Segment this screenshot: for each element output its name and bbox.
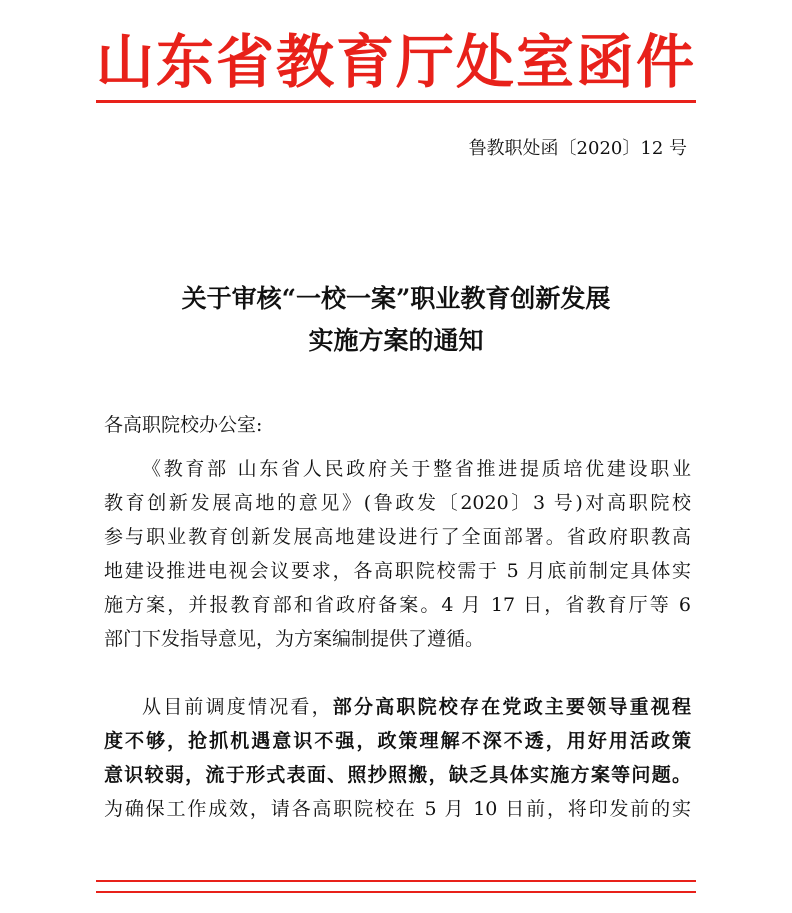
paragraph-1-line: 施方案，并报教育部和省政府备案。4 月 17 日，省教育厅等 6 — [104, 594, 691, 616]
paragraph-2-line — [104, 690, 691, 724]
paragraph-1-line: 《教育部 山东省人民政府关于整省推进提质培优建设职业 — [142, 458, 691, 480]
paragraph-1-line: 参与职业教育创新发展高地建设进行了全面部署。省政府职教高 — [104, 526, 691, 548]
footer-red-rule — [96, 880, 696, 882]
masthead-title: 山东省教育厅处室函件 — [96, 28, 697, 96]
paragraph-2-bold-line: 度不够，抢抓机遇意识不强，政策理解不深不透，用好用活政策 — [104, 730, 691, 752]
paragraph-2-normal-text: 从目前调度情况看， — [142, 696, 333, 718]
paragraph-1-line: 教育创新发展高地的意见》(鲁政发〔2020〕3 号)对高职院校 — [104, 492, 691, 514]
footer-red-rule — [96, 891, 696, 893]
salutation: 各高职院校办公室: — [104, 414, 263, 436]
paragraph-2-line: 为确保工作成效，请各高职院校在 5 月 10 日前，将印发前的实 — [104, 798, 691, 820]
paragraph-1-line: 地建设推进电视会议要求，各高职院校需于 5 月底前制定具体实 — [104, 560, 691, 582]
document-title — [96, 278, 696, 362]
paragraph-2 — [104, 690, 691, 826]
document-title-line-2: 实施方案的通知 — [308, 326, 484, 355]
document-title-line-1: 关于审核“一校一案”职业教育创新发展 — [181, 284, 611, 313]
paragraph-1-line: 部门下发指导意见，为方案编制提供了遵循。 — [104, 628, 485, 650]
masthead-red-rule — [96, 100, 696, 103]
paragraph-1 — [104, 452, 691, 656]
document-number: 鲁教职处函〔2020〕12 号 — [468, 138, 687, 159]
paragraph-2-bold-text: 部分高职院校存在党政主要领导重视程 — [332, 696, 691, 718]
paragraph-2-bold-line: 意识较弱，流于形式表面、照抄照搬，缺乏具体实施方案等问题。 — [104, 764, 691, 786]
